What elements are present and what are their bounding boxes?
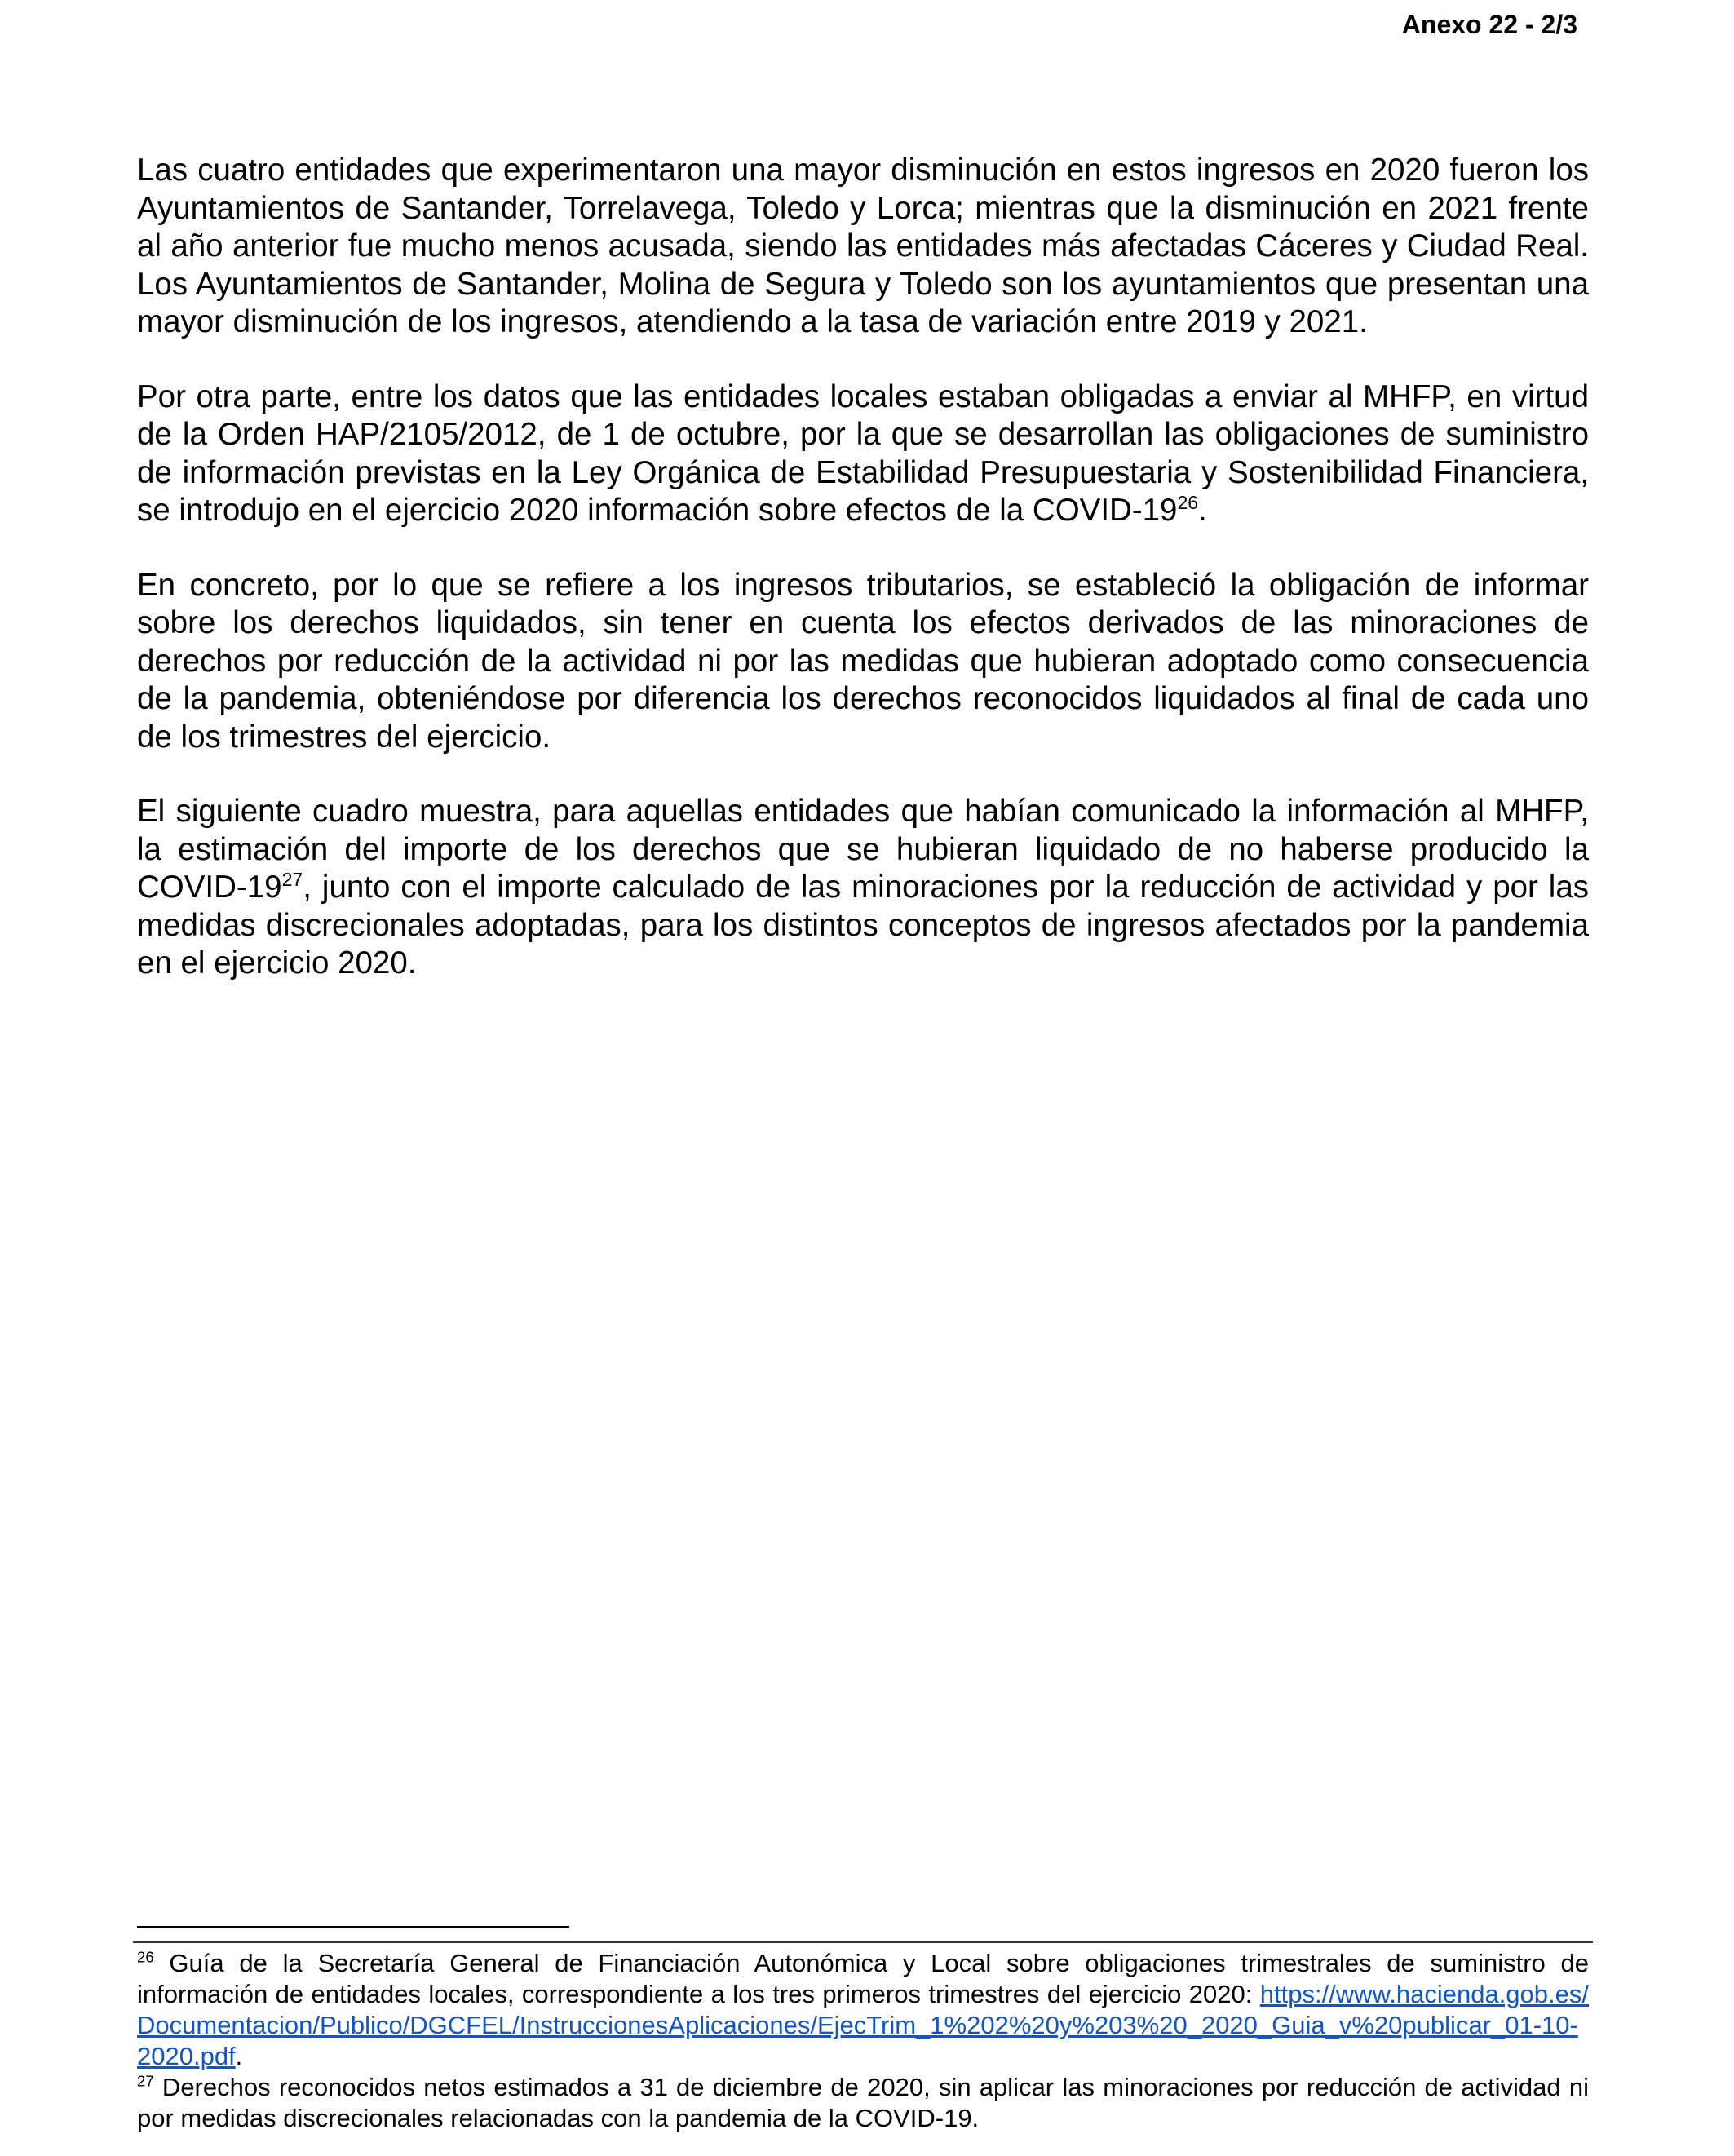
paragraph-2 [137,379,1589,530]
paragraph-4-text: El siguiente cuadro muestra, para aquellas entidades que habían comunicado la información al MHFP, la estimación del importe de los derechos que se hubieran liquidado de no haberse producido la COVID-19 [137,794,1589,905]
page-header-annex-label: Anexo 22 - 2/3 [1401,10,1577,39]
footnote-ref-27[interactable]: 27 [281,869,303,891]
paragraph-2-end: . [1198,493,1207,528]
footnote-separator [137,1926,569,1928]
paragraph-4 [137,793,1589,983]
footnotes [137,1948,1589,2134]
paragraph-4-end: , junto con el importe calculado de las minoraciones por la reducción de actividad y por las medidas discrecionales adoptadas, para los distintos conceptos de ingresos afectados por la pandemia en el ejercicio 2020. [137,870,1589,981]
paragraph-2-text: Por otra parte, entre los datos que las entidades locales estaban obligadas a enviar al MHFP, en virtud de la Orden HAP/2105/2012, de 1 de octubre, por la que se desarrollan las obligaciones de suministro de información previstas en la Ley Orgánica de Estabilidad Presupuestaria y Sostenibilidad Financiera, se introdujo en el ejercicio 2020 información sobre efectos de la COVID-19 [137,379,1589,528]
footnote-number: 26 [137,1948,154,1966]
paragraph-1: Las cuatro entidades que experimentaron una mayor disminución en estos ingresos en 2020 fueron los Ayuntamientos de Santander, Torrelavega, Toledo y Lorca; mientras que la disminución en 2021 frente al año anterior fue mucho menos acusada, siendo las entidades más afectadas Cáceres y Ciudad Real. Los Ayuntamientos de Santander, Molina de Segura y Toledo son los ayuntamientos que presentan una mayor disminución de los ingresos, atendiendo a la tasa de variación entre 2019 y 2021. [137,153,1589,339]
footnote-text: Derechos reconocidos netos estimados a 31 de diciembre de 2020, sin aplicar las minoraciones por reducción de actividad ni por medidas discrecionales relacionadas con la pandemia de la COVID-19. [137,2073,1589,2132]
footnote-26 [137,1948,1589,2072]
paragraph-3: En concreto, por lo que se refiere a los ingresos tributarios, se estableció la obligación de informar sobre los derechos liquidados, sin tener en cuenta los efectos derivados de las minoraciones de derechos por reducción de la actividad ni por las medidas que hubieran adoptado como consecuencia de la pandemia, obteniéndose por diferencia los derechos reconocidos liquidados al final de cada uno de los trimestres del ejercicio. [137,567,1589,755]
footnote-number: 27 [137,2072,154,2090]
footnote-text: Guía de la Secretaría General de Financiación Autonómica y Local sobre obligaciones trimestrales de suministro de información de entidades locales, correspondiente a los tres primeros trimestres del ejercicio 2020: [137,1949,1589,2008]
document-body [137,152,1589,1020]
footnote-end: . [235,2042,243,2070]
footnote-27 [137,2072,1589,2134]
footnote-ref-26[interactable]: 26 [1177,492,1199,514]
footnote-rule [133,1941,1593,1943]
footnote-link[interactable]: https://www.hacienda.gob.es/Documentacion/Publico/DGCFEL/InstruccionesAplicaciones/EjecTrim_1%202%20y%203%20_2020_Guia_v%20publicar_01-10-2020.pdf [137,1980,1589,2070]
